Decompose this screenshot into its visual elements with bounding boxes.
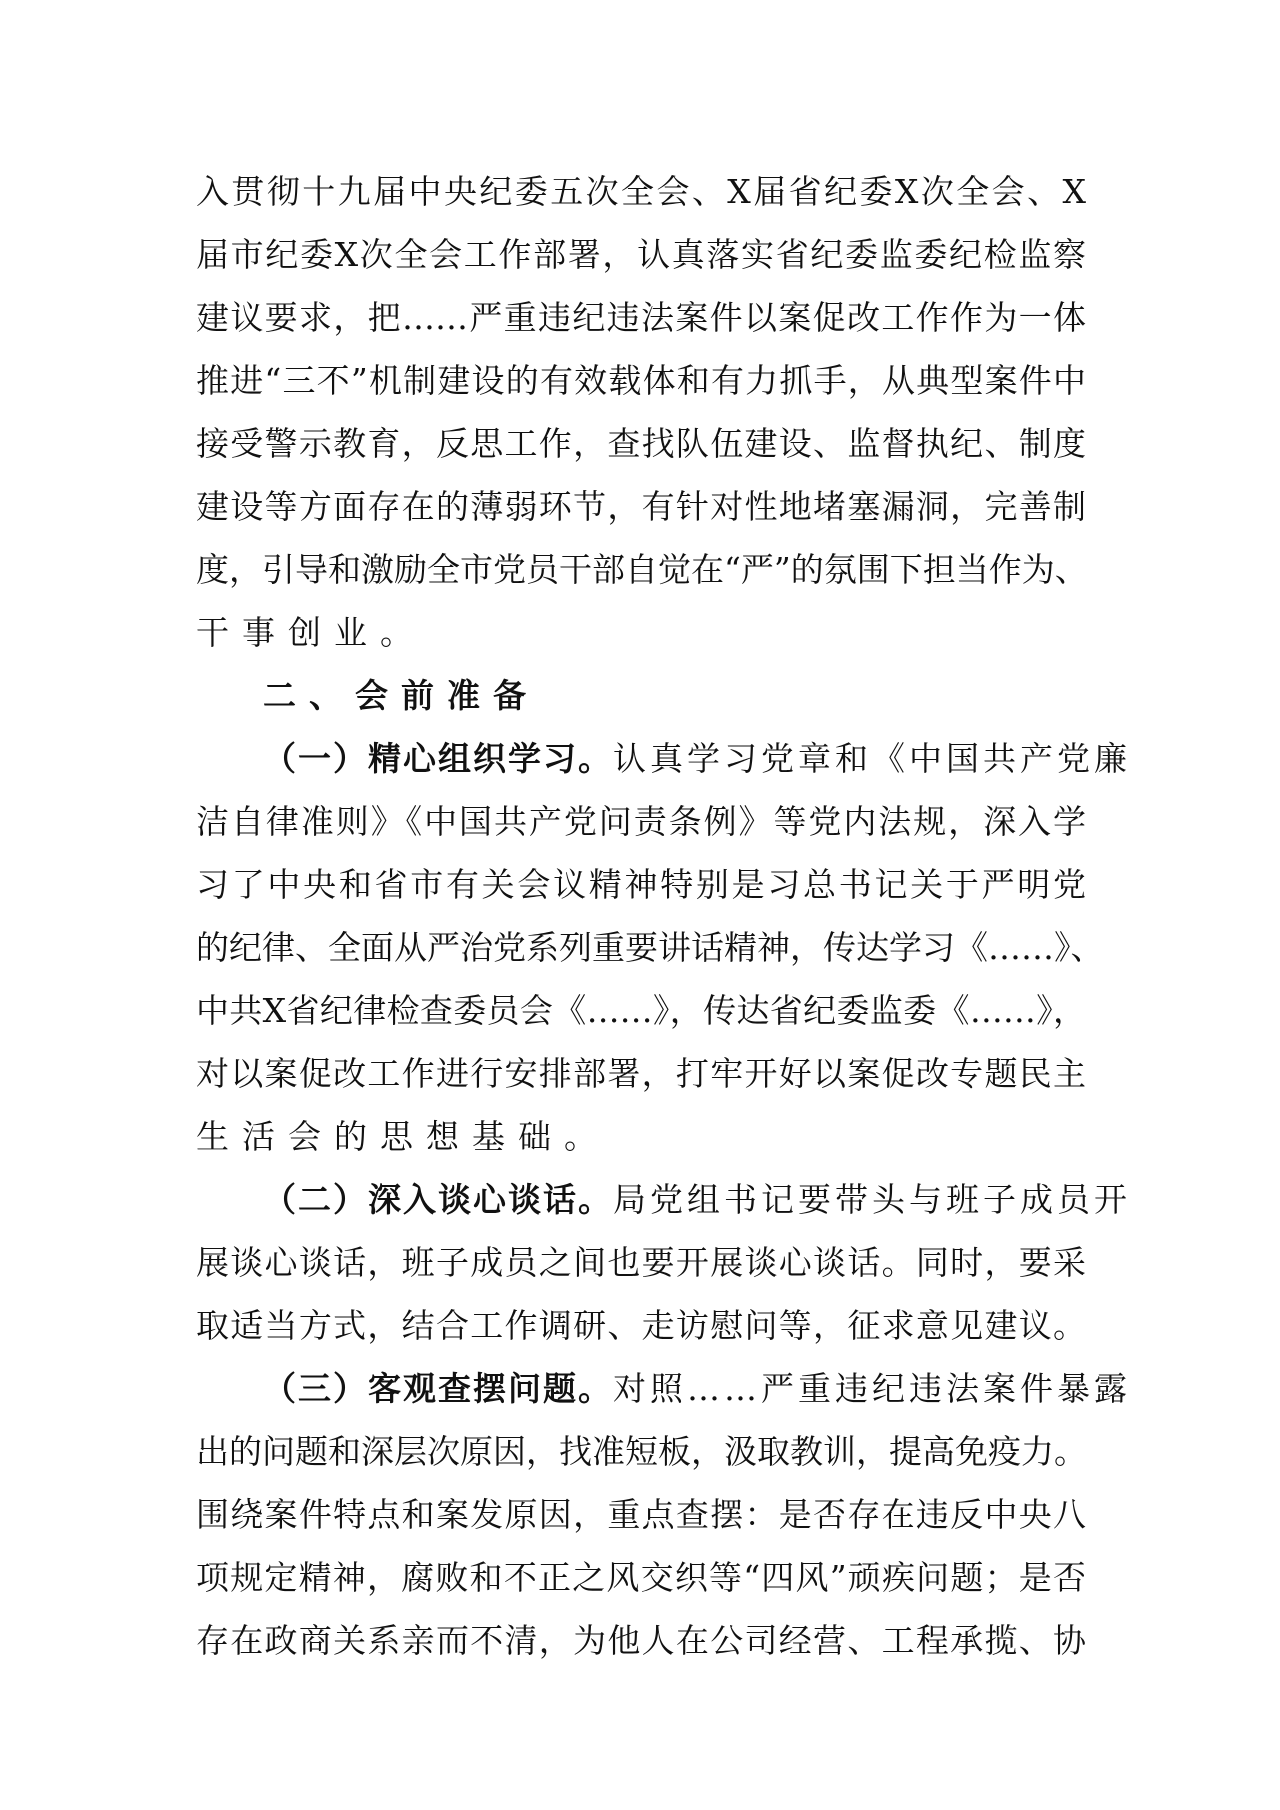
- text-line: 生活会的思想基础。: [196, 1117, 610, 1156]
- text-line: 习了中央和省市有关会议精神特别是习总书记关于严明党: [196, 865, 1086, 904]
- text-line: 入贯彻十九届中央纪委五次全会、X届省纪委X次全会、X: [196, 172, 1086, 211]
- section-heading: 二、会前准备: [263, 676, 539, 715]
- document-page: [196, 160, 1131, 1672]
- text-line: 对以案促改工作进行安排部署，打牢开好以案促改专题民主: [196, 1054, 1086, 1093]
- text-line: 干事创业。: [196, 613, 426, 652]
- text-line: 围绕案件特点和案发原因，重点查摆：是否存在违反中央八: [196, 1495, 1086, 1534]
- text-line: 届市纪委X次全会工作部署，认真落实省纪委监委纪检监察: [196, 235, 1086, 274]
- text-line: 项规定精神，腐败和不正之风交织等“四风”顽疾问题；是否: [196, 1558, 1086, 1597]
- subsection-first-line: （一）精心组织学习。 认真学习党章和《中国共产党廉: [196, 727, 1086, 790]
- subsection-title: （三）客观查摆问题。: [263, 1369, 613, 1408]
- subsection-talks: [196, 1168, 1131, 1357]
- subsection-study: [196, 727, 1131, 1168]
- subsection-title: （一）精心组织学习。: [263, 739, 613, 778]
- text-line: 出的问题和深层次原因，找准短板，汲取教训，提高免疫力。: [196, 1432, 1087, 1471]
- text-line: 中共X省纪律检查委员会《……》，传达省纪委监委《……》，: [196, 991, 1086, 1030]
- text-line: 的纪律、全面从严治党系列重要讲话精神，传达学习《……》、: [196, 928, 1104, 967]
- text-line: 度，引导和激励全市党员干部自觉在“严”的氛围下担当作为、: [196, 550, 1088, 589]
- text-line: 存在政商关系亲而不清，为他人在公司经营、工程承揽、协: [196, 1621, 1086, 1660]
- subsection-problems: [196, 1357, 1131, 1672]
- paragraph-intro: [196, 160, 1086, 664]
- text-line: 洁自律准则》《中国共产党问责条例》等党内法规，深入学: [196, 802, 1086, 841]
- text-line: 接受警示教育，反思工作，查找队伍建设、监督执纪、制度: [196, 424, 1086, 463]
- text-line: 取适当方式，结合工作调研、走访慰问等，征求意见建议。: [196, 1306, 1086, 1345]
- subsection-first-line: （二）深入谈心谈话。 局党组书记要带头与班子成员开: [196, 1168, 1086, 1231]
- text-line: 展谈心谈话，班子成员之间也要开展谈心谈话。同时，要采: [196, 1243, 1086, 1282]
- subsection-title: （二）深入谈心谈话。: [263, 1180, 613, 1219]
- text-line: 建议要求，把……严重违纪违法案件以案促改工作作为一体: [196, 298, 1086, 337]
- subsection-first-line: （三）客观查摆问题。 对照……严重违纪违法案件暴露: [196, 1357, 1086, 1420]
- text-line: 建设等方面存在的薄弱环节，有针对性地堵塞漏洞，完善制: [196, 487, 1086, 526]
- text-line: 推进“三不”机制建设的有效载体和有力抓手，从典型案件中: [196, 361, 1086, 400]
